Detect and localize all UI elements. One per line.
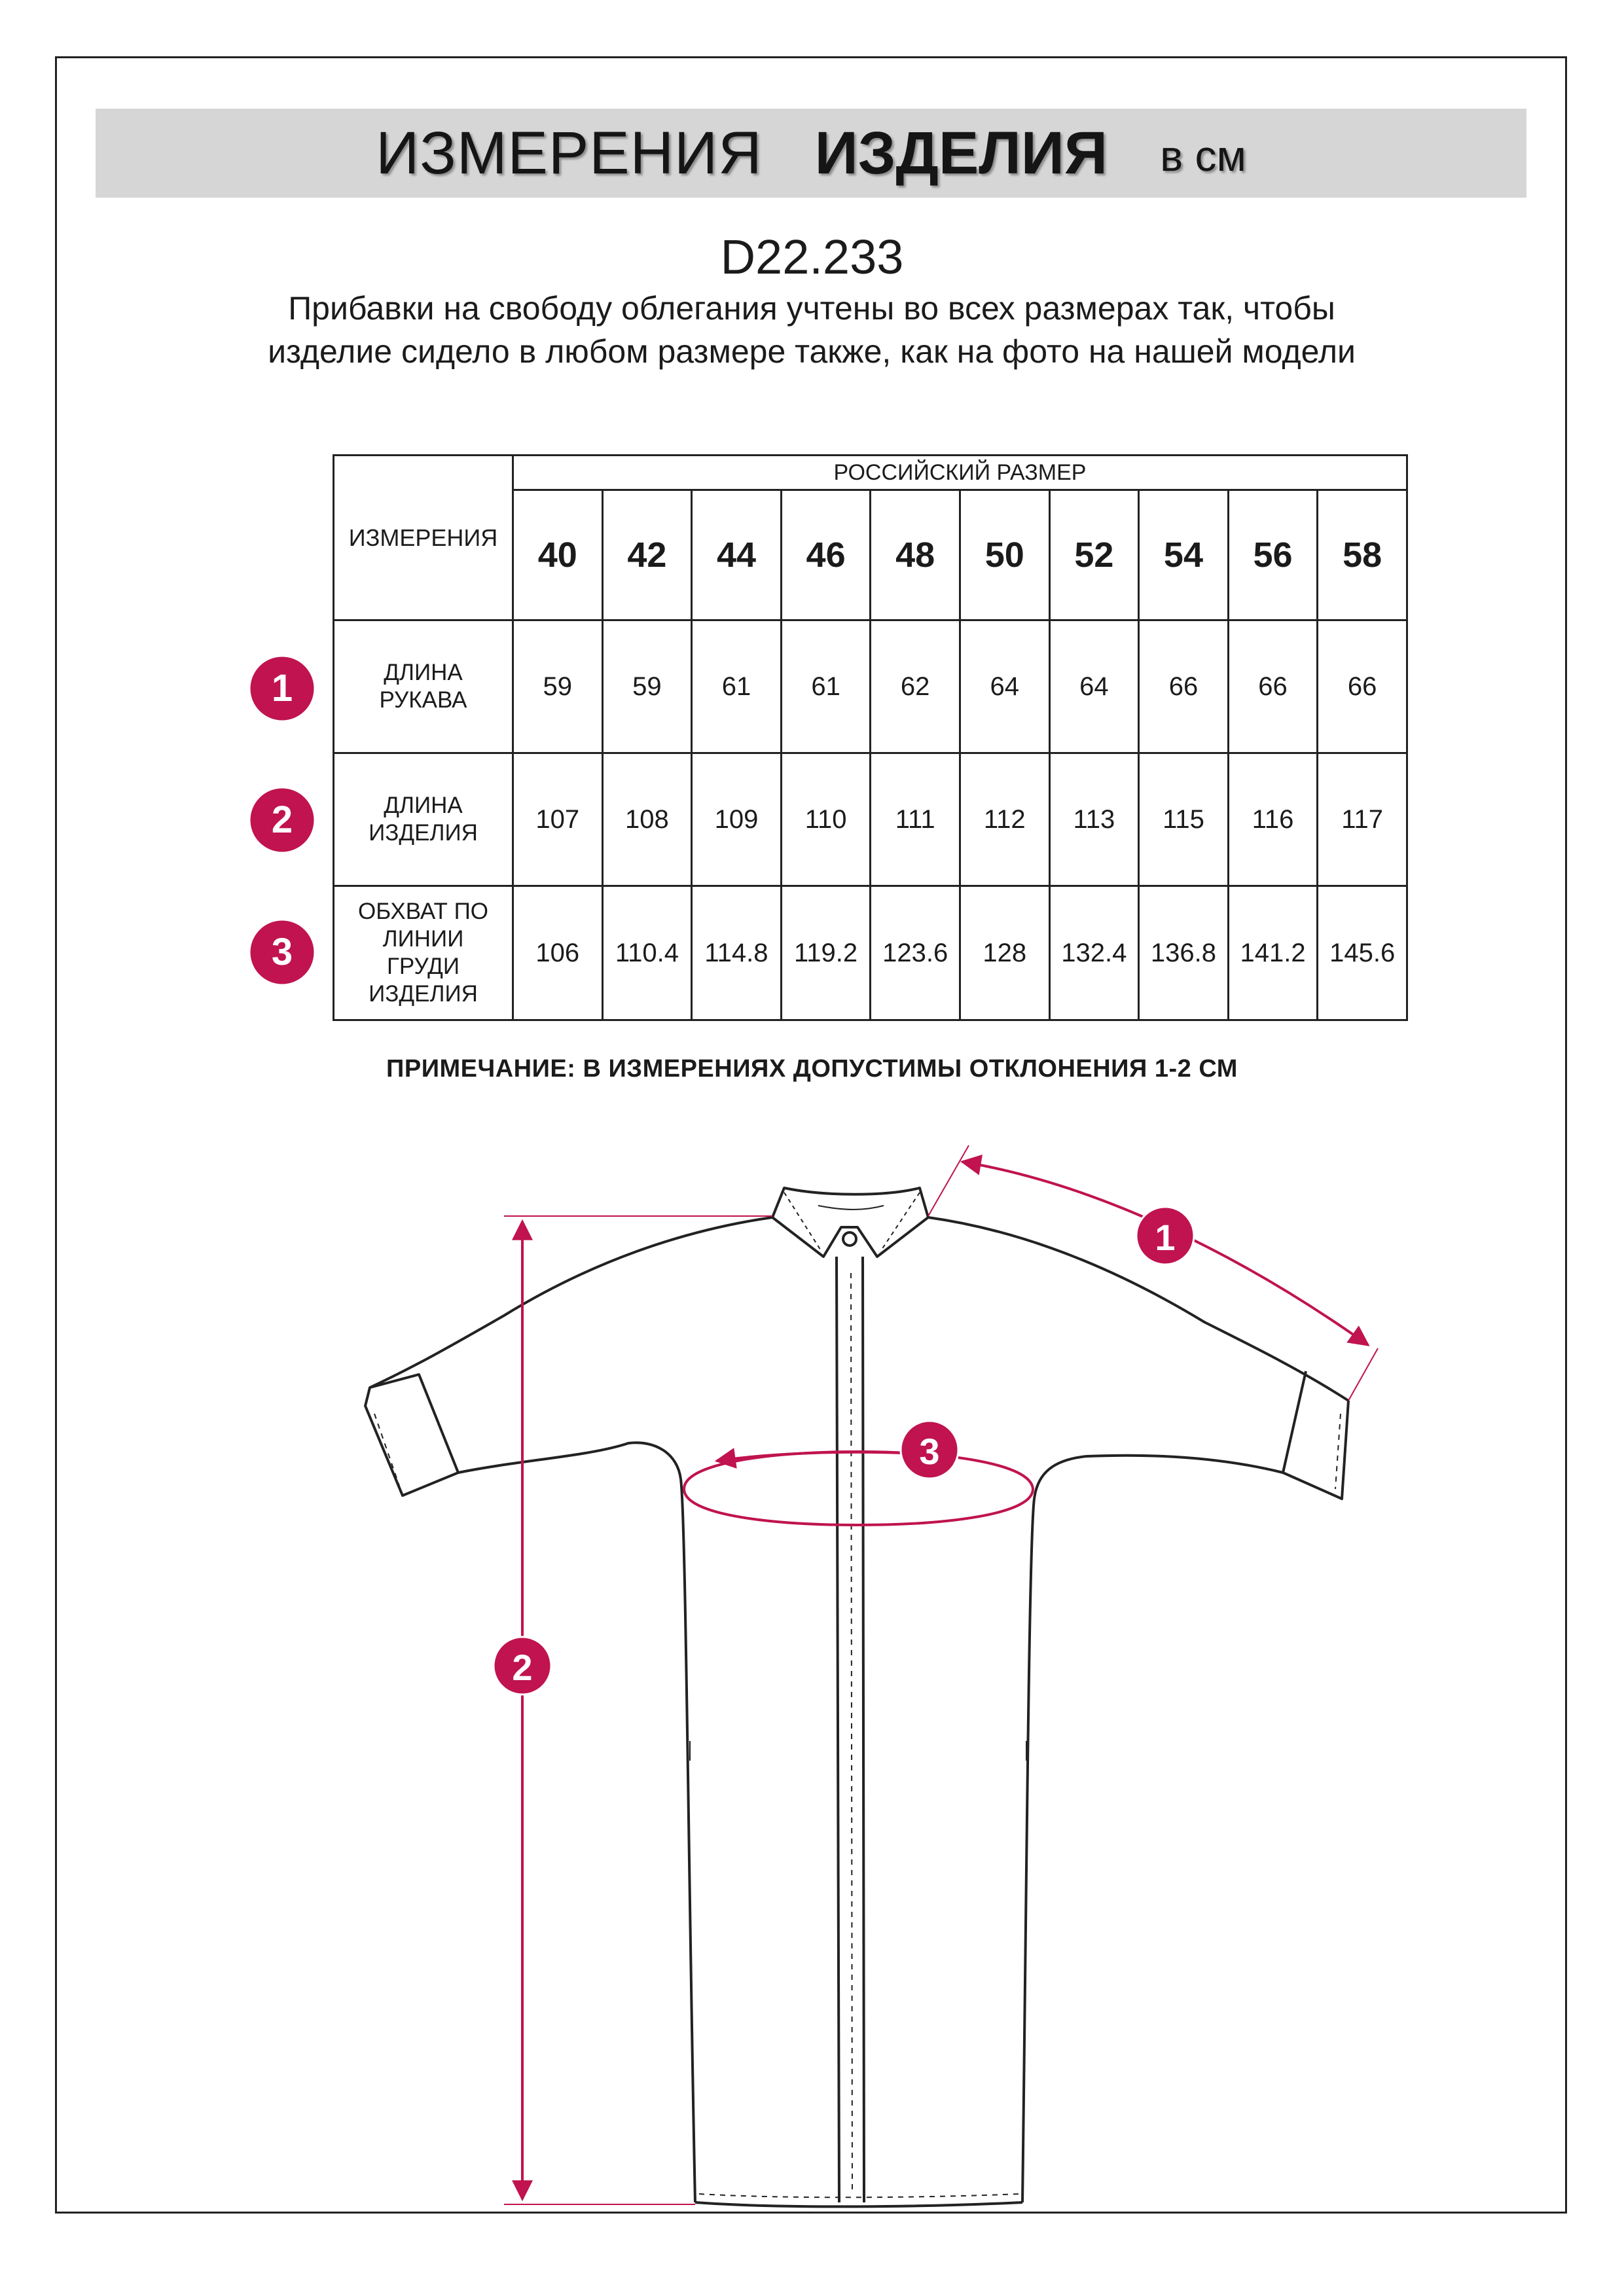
- marker-number: 1: [271, 667, 293, 709]
- row-label: ДЛИНА РУКАВА: [334, 620, 513, 753]
- table-cell: 106: [513, 886, 603, 1020]
- size-header: 42: [602, 490, 692, 620]
- table-cell: 59: [513, 620, 603, 753]
- sleeve-length-measure: [928, 1145, 1378, 1401]
- table-cell: 66: [1228, 620, 1318, 753]
- marker-chest-diagram: [901, 1421, 958, 1479]
- table-cell: 115: [1139, 753, 1229, 886]
- measurements-header: ИЗМЕРЕНИЯ: [334, 456, 513, 620]
- intro-text: Прибавки на свободу облегания учтены во всех размерах так, чтобы изделие сидело в любом размере также, как на фото на нашей модели: [268, 290, 1356, 370]
- table-cell: 61: [692, 620, 782, 753]
- table-cell: 61: [781, 620, 871, 753]
- marker-number: 2: [271, 798, 293, 841]
- table-cell: 111: [871, 753, 960, 886]
- table-cell: 59: [602, 620, 692, 753]
- table-cell: 110.4: [602, 886, 692, 1020]
- table-cell: 123.6: [871, 886, 960, 1020]
- table-cell: 128: [960, 886, 1049, 1020]
- table-cell: 66: [1318, 620, 1407, 753]
- marker-number: 1: [1155, 1217, 1176, 1258]
- table-cell: 109: [692, 753, 782, 886]
- table-cell: 114.8: [692, 886, 782, 1020]
- size-header: 40: [513, 490, 603, 620]
- table-cell: 113: [1049, 753, 1139, 886]
- table-cell: 119.2: [781, 886, 871, 1020]
- table-cell: 108: [602, 753, 692, 886]
- row-label: ОБХВАТ ПО ЛИНИИ ГРУДИ ИЗДЕЛИЯ: [334, 886, 513, 1020]
- size-header: 54: [1139, 490, 1229, 620]
- table-cell: 62: [871, 620, 960, 753]
- shirt-outline: [365, 1188, 1348, 2206]
- table-cell: 145.6: [1318, 886, 1407, 1020]
- size-header: 56: [1228, 490, 1318, 620]
- table-cell: 132.4: [1049, 886, 1139, 1020]
- table-cell: 66: [1139, 620, 1229, 753]
- size-header: 50: [960, 490, 1049, 620]
- table-cell: 107: [513, 753, 603, 886]
- table-cell: 110: [781, 753, 871, 886]
- table-cell: 64: [960, 620, 1049, 753]
- chest-girth-measure: [684, 1452, 1033, 1525]
- size-header: 46: [781, 490, 871, 620]
- table-cell: 136.8: [1139, 886, 1229, 1020]
- size-header: 48: [871, 490, 960, 620]
- size-header: 58: [1318, 490, 1407, 620]
- size-group-header: РОССИЙСКИЙ РАЗМЕР: [513, 456, 1407, 490]
- marker-sleeve-diagram: [1136, 1207, 1194, 1265]
- marker-number: 2: [512, 1647, 533, 1688]
- title-bold: ИЗДЕЛИЯ: [814, 119, 1108, 187]
- row-label: ДЛИНА ИЗДЕЛИЯ: [334, 753, 513, 886]
- marker-length-diagram: [494, 1637, 551, 1695]
- size-header: 52: [1049, 490, 1139, 620]
- size-header: 44: [692, 490, 782, 620]
- table-cell: 117: [1318, 753, 1407, 886]
- title-regular: ИЗМЕРЕНИЯ: [376, 119, 763, 187]
- note-text: ПРИМЕЧАНИЕ: В ИЗМЕРЕНИЯХ ДОПУСТИМЫ ОТКЛОНЕНИЯ 1-2 СМ: [386, 1055, 1238, 1083]
- table-cell: 64: [1049, 620, 1139, 753]
- marker-number: 3: [271, 931, 293, 973]
- marker-number: 3: [919, 1431, 940, 1472]
- table-cell: 141.2: [1228, 886, 1318, 1020]
- table-cell: 116: [1228, 753, 1318, 886]
- garment-length-measure: [504, 1216, 772, 2204]
- table-cell: 112: [960, 753, 1049, 886]
- product-code: D22.233: [720, 230, 904, 284]
- title-unit: в см: [1160, 132, 1246, 180]
